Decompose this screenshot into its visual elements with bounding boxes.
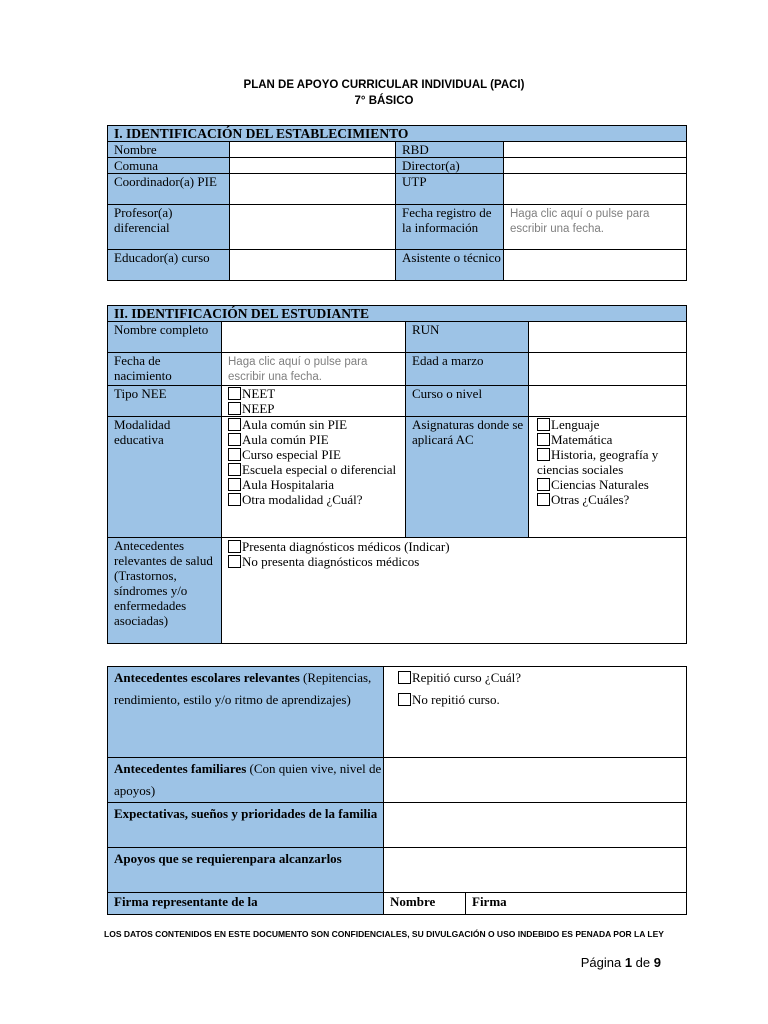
label-tipo-nee: Tipo NEE [108,386,222,417]
checkbox-icon [537,478,550,491]
date-picker-nacimiento[interactable]: Haga clic aquí o pulse para escribir una fecha. [222,353,406,386]
section2-title: II. IDENTIFICACIÓN DEL ESTUDIANTE [108,306,687,322]
checkbox-aula-comun-sin-pie[interactable]: Aula común sin PIE [228,417,405,432]
checkbox-no-repitio[interactable]: No repitió curso. [398,689,686,711]
checkbox-lenguaje[interactable]: Lenguaje [537,417,686,432]
nee-options [222,386,406,417]
checkbox-icon [228,433,241,446]
label-nombre-firma: Nombre [384,893,466,915]
label-rbd: RBD [396,142,504,158]
label-comuna: Comuna [108,158,230,174]
label-antecedentes-salud: Antecedentes relevantes de salud (Trastornos, síndromes y/o enfermedades asociadas) [108,538,222,644]
salud-options [222,538,687,644]
field-run[interactable] [529,322,687,353]
checkbox-icon [228,478,241,491]
label-antecedentes-escolares: Antecedentes escolares relevantes (Repitencias, rendimiento, estilo y/o ritmo de aprendizajes) [108,667,384,758]
asignaturas-options [529,417,687,538]
field-apoyos[interactable] [384,848,687,893]
checkbox-icon [228,402,241,415]
label-apoyos: Apoyos que se requierenpara alcanzarlos [108,848,384,893]
field-nombre-completo[interactable] [222,322,406,353]
label-firma: Firma [466,893,687,915]
field-comuna[interactable] [230,158,396,174]
label-director: Director(a) [396,158,504,174]
confidential-notice: LOS DATOS CONTENIDOS EN ESTE DOCUMENTO SON CONFIDENCIALES, SU DIVULGACIÓN O USO INDEBIDO ES PENADA POR LA LEY [104,929,664,939]
label-run: RUN [406,322,529,353]
checkbox-icon [537,433,550,446]
field-antecedentes-familiares[interactable] [384,758,687,803]
establishment-table [107,125,687,281]
checkbox-aula-comun-pie[interactable]: Aula común PIE [228,432,405,447]
label-asistente: Asistente o técnico [396,250,504,281]
document-subtitle: 7° BÁSICO [354,95,414,107]
checkbox-repitio[interactable]: Repitió curso ¿Cuál? [398,667,686,689]
field-profesor[interactable] [230,205,396,250]
section1-title: I. IDENTIFICACIÓN DEL ESTABLECIMIENTO [108,126,687,142]
label-asignaturas: Asignaturas donde se aplicará AC [406,417,529,538]
checkbox-icon [537,493,550,506]
checkbox-neep[interactable]: NEEP [228,401,405,416]
field-educador[interactable] [230,250,396,281]
label-nombre-completo: Nombre completo [108,322,222,353]
field-edad[interactable] [529,353,687,386]
checkbox-otra-modalidad[interactable]: Otra modalidad ¿Cuál? [228,492,405,507]
checkbox-icon [228,540,241,553]
repitio-options [384,667,687,758]
label-expectativas: Expectativas, sueños y prioridades de la familia [108,803,384,848]
label-antecedentes-familiares: Antecedentes familiares (Con quien vive, nivel de apoyos) [108,758,384,803]
label-nombre: Nombre [108,142,230,158]
checkbox-curso-especial-pie[interactable]: Curso especial PIE [228,447,405,462]
checkbox-icon [398,693,411,706]
label-fecha-registro: Fecha registro de la información [396,205,504,250]
checkbox-icon [228,448,241,461]
checkbox-icon [228,463,241,476]
field-expectativas[interactable] [384,803,687,848]
checkbox-icon [537,448,550,461]
label-curso: Curso o nivel [406,386,529,417]
label-utp: UTP [396,174,504,205]
modalidad-options [222,417,406,538]
page-number: Página 1 de 9 [580,955,661,970]
checkbox-otras[interactable]: Otras ¿Cuáles? [537,492,686,507]
label-firma-representante: Firma representante de la [108,893,384,915]
checkbox-historia[interactable]: Historia, geografía y ciencias sociales [537,447,659,477]
checkbox-no-presenta-diagnosticos[interactable]: No presenta diagnósticos médicos [228,554,686,569]
field-utp[interactable] [504,174,687,205]
field-coordinador[interactable] [230,174,396,205]
checkbox-icon [398,671,411,684]
checkbox-matematica[interactable]: Matemática [537,432,686,447]
checkbox-escuela-especial[interactable]: Escuela especial o diferencial [228,462,405,477]
field-rbd[interactable] [504,142,687,158]
checkbox-neet[interactable]: NEET [228,386,405,401]
date-picker-registro[interactable]: Haga clic aquí o pulse para escribir una fecha. [504,205,687,250]
checkbox-icon [228,555,241,568]
label-fecha-nacimiento: Fecha de nacimiento [108,353,222,386]
document-title: PLAN DE APOYO CURRICULAR INDIVIDUAL (PACI) [243,79,525,91]
label-edad: Edad a marzo [406,353,529,386]
checkbox-presenta-diagnosticos[interactable]: Presenta diagnósticos médicos (Indicar) [228,539,686,554]
label-modalidad: Modalidad educativa [108,417,222,538]
checkbox-aula-hospitalaria[interactable]: Aula Hospitalaria [228,477,405,492]
checkbox-ciencias-naturales[interactable]: Ciencias Naturales [537,477,686,492]
checkbox-icon [228,387,241,400]
field-asistente[interactable] [504,250,687,281]
checkbox-icon [228,418,241,431]
label-profesor: Profesor(a) diferencial [108,205,230,250]
checkbox-icon [537,418,550,431]
field-director[interactable] [504,158,687,174]
label-educador: Educador(a) curso [108,250,230,281]
student-table [107,305,687,644]
checkbox-icon [228,493,241,506]
background-table [107,666,687,915]
field-nombre[interactable] [230,142,396,158]
label-coordinador: Coordinador(a) PIE [108,174,230,205]
field-curso[interactable] [529,386,687,417]
